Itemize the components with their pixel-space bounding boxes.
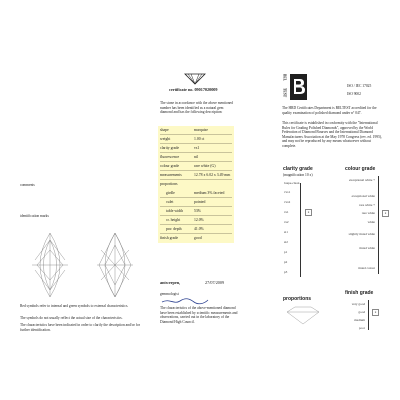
clarity-grade: p3 (284, 270, 288, 274)
colour-grade: white (367, 220, 375, 224)
field-key: culet (166, 200, 174, 204)
field-row (160, 189, 232, 198)
colour-grade: tinted colour (358, 266, 375, 270)
field-key: weight (160, 137, 171, 141)
field-value: good (194, 236, 202, 240)
field-row (160, 225, 232, 234)
clarity-grade: vs1 (284, 210, 289, 214)
field-row (160, 180, 232, 189)
clarity-grade: vvs2 (284, 200, 291, 204)
symbols-size-note: The symbols do not usually reflect the actual size of the characteristics. (20, 316, 123, 320)
colour-scale-title: colour grade (345, 166, 376, 172)
field-key: table width (166, 209, 183, 213)
field-row (160, 198, 232, 207)
colour-grade: exceptional white + (348, 178, 375, 182)
hrd-logo (184, 73, 206, 85)
signature (160, 296, 210, 306)
field-row (160, 171, 232, 180)
finish-selected-mark: x (372, 309, 379, 316)
accreditation-text: The HRD Certificates Department is BELTEST accredited for the quality examination of polished diamond under n° 047. (282, 106, 377, 115)
field-key: finish grade (160, 236, 179, 240)
field-key: measurements (160, 173, 182, 177)
field-value: marquise (194, 128, 208, 132)
clarity-grade: si1 (284, 230, 288, 234)
clarity-grade: p1 (284, 250, 288, 254)
field-key: shape (160, 128, 169, 132)
colour-grade: exceptional white (351, 194, 375, 198)
colour-selected-mark: x (382, 210, 389, 217)
field-value: rare white (G) (194, 164, 216, 168)
disclaimer-text: The characteristics of the above-mentioned diamond have been established by scientific measurements and observations, carried out in the laboratory of the Diamond High Council. (160, 306, 238, 324)
field-row (160, 144, 232, 153)
field-key: girdle (166, 191, 175, 195)
field-value: 1.00 ct (194, 137, 205, 141)
clarity-grade: vvs1 (284, 190, 291, 194)
field-key: colour grade (160, 164, 180, 168)
field-row (160, 216, 232, 225)
field-key: fluorescence (160, 155, 180, 159)
gemmologist-label: gemmologist (160, 292, 179, 296)
date-label: 27/07/2009 (205, 280, 225, 285)
field-row (160, 207, 232, 216)
field-value: 53% (194, 209, 201, 213)
field-key: cr. height (166, 218, 181, 222)
certificate-number: certificate no. 09017020009 (169, 87, 218, 92)
field-value: nil (194, 155, 199, 159)
field-key: pav. depth (166, 227, 182, 231)
colour-grade: rare white + (359, 203, 375, 207)
clarity-selected-mark: x (305, 209, 312, 216)
colour-grade: tinted white (359, 246, 375, 250)
clarity-scale-bar (300, 183, 301, 277)
finish-grade: poor (358, 326, 365, 330)
proportions-diagram (283, 305, 323, 325)
colour-grade: rare white (361, 211, 375, 215)
clarity-scale-subtitle: (magnification 10 x) (283, 173, 313, 177)
field-value: 12.0% (194, 218, 204, 222)
clarity-grade: p2 (284, 260, 288, 264)
bel-label: BEL (282, 74, 287, 82)
characteristics-note: The characteristics have been indicated in order to clarify the description and/or for further identification. (20, 323, 140, 332)
field-value: medium 3% faceted (194, 191, 225, 195)
intro-text: The stone in accordance with the above mentioned number has been identified as a natural gem diamond and has the following description: (160, 101, 233, 115)
field-value: vs1 (194, 146, 200, 150)
field-key: proportions (160, 182, 178, 186)
place-label: antwerpen, (160, 280, 181, 285)
clarity-grade: si2 (284, 240, 288, 244)
iso-9002-label: ISO 9002 (347, 92, 361, 96)
comments-label: comments (20, 183, 35, 187)
field-value: pointed (194, 200, 206, 204)
symbols-color-note: Red symbols refer to internal and green symbols to external characteristics. (20, 304, 129, 308)
clarity-scale-title: clarity grade (283, 166, 313, 172)
identification-marks-label: identification marks (20, 214, 49, 218)
test-label: TEST (282, 88, 287, 98)
colour-scale-bar (378, 176, 379, 274)
finish-scale-bar (368, 300, 369, 330)
field-row (160, 126, 232, 135)
iso-17025-label: ISO / IEC 17025 (347, 84, 372, 88)
finish-scale-title: finish grade (345, 290, 374, 296)
field-value: 41.0% (194, 227, 204, 231)
finish-grade: very good (351, 302, 365, 306)
rules-text: This certificate is established in conformity with the "International Rules for Grading Polished Diamonds", approved by the World Federation of Diamond Bourses and the International Diamond Manufacturers Association at the May 1978 Congress (rev. ed. 1995), and may not be reproduced by any means whatsoever without complete. (282, 121, 382, 148)
field-row (160, 162, 232, 171)
finish-grade: good (358, 310, 365, 314)
field-row (160, 153, 232, 162)
diamond-plot-diagram (15, 230, 155, 300)
clarity-grade: vs2 (284, 220, 289, 224)
field-row (160, 234, 232, 243)
colour-grade: slightly tinted white (348, 232, 375, 236)
proportions-title: proportions (283, 296, 312, 302)
field-row (160, 135, 232, 144)
finish-grade: medium (354, 318, 365, 322)
field-key: clarity grade (160, 146, 180, 150)
field-value: 12.78 x 6.02 x 3.49 mm (194, 173, 231, 177)
clarity-grade: loupe-clean (284, 181, 300, 185)
